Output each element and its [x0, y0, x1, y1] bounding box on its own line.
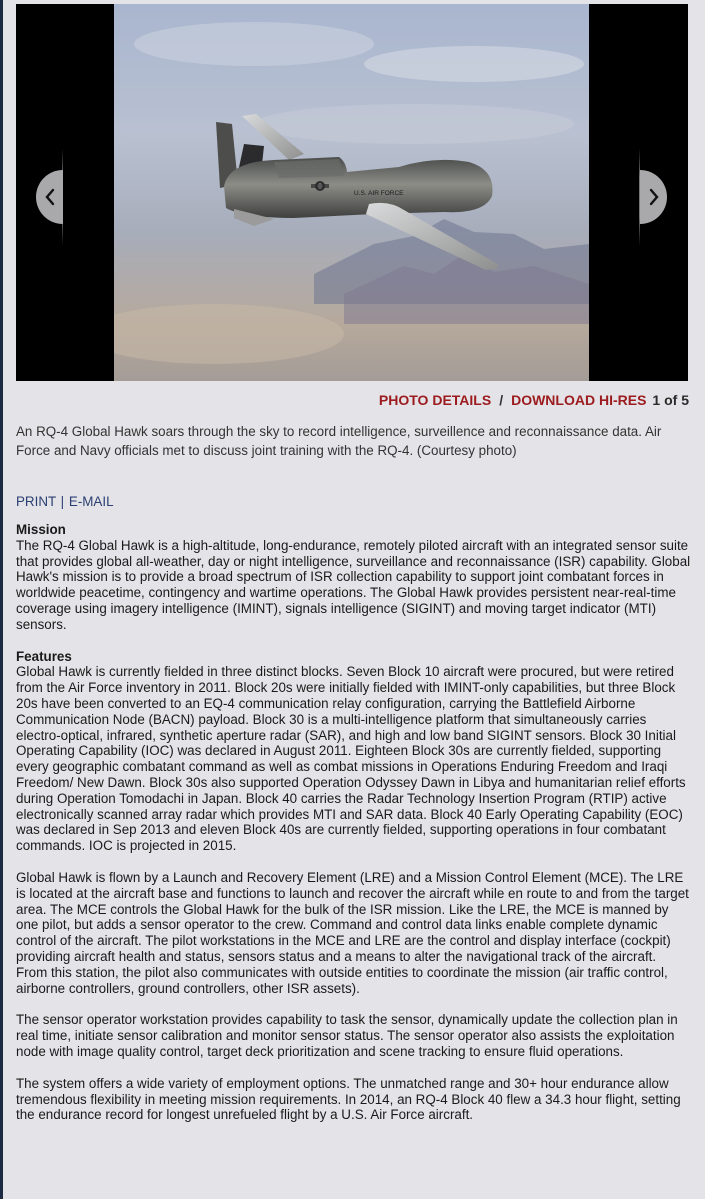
photo-meta-bar [379, 392, 689, 408]
print-link[interactable]: PRINT [16, 494, 56, 509]
aircraft-marking: U.S. AIR FORCE [354, 190, 404, 197]
features-paragraph-2: Global Hawk is flown by a Launch and Recovery Element (LRE) and a Mission Control Element (MCE). The LRE is located at the aircraft base and functions to launch and recover the aircraft while en route to and from the target area. The MCE controls the Global Hawk for the bulk of the ISR mission. Like the LRE, the MCE is manned by one pilot, but adds a sensor operator to the crew. Command and control data links enable complete dynamic control of the aircraft. The pilot workstations in the MCE and LRE are the control and display interface (cockpit) providing aircraft health and status, sensors status and a means to alter the navigational track of the aircraft. From this station, the pilot also communicates with outside entities to coordinate the mission (air traffic control, airborne controllers, ground controllers, other ISR assets). [16, 869, 689, 996]
chevron-right-icon [647, 188, 661, 206]
share-divider: | [60, 494, 65, 509]
photo-carousel [16, 4, 688, 381]
carousel-photo[interactable] [114, 4, 589, 381]
chevron-left-icon [43, 188, 57, 206]
features-paragraph-4: The system offers a wide variety of employment options. The unmatched range and 30+ hour endurance allow tremendous flexibility in meeting mission requirements. In 2014, an RQ-4 Block 40 flew a 34.3 hour flight, setting the endurance record for longest unrefueled flight by a U.S. Air Force aircraft. [16, 1075, 681, 1123]
meta-separator: / [499, 392, 504, 408]
share-links [16, 494, 114, 509]
section-heading-mission: Mission [16, 522, 66, 537]
global-hawk-photo [114, 4, 589, 381]
download-hi-res-link[interactable]: DOWNLOAD HI-RES [511, 392, 647, 408]
features-section [16, 649, 691, 1124]
features-paragraph-3: The sensor operator workstation provides capability to task the sensor, dynamically update the collection plan in real time, initiate sensor calibration and monitor sensor status. The sensor operator also assists the exploitation node with image quality control, target deck prioritization and scene tracking to ensure fluid operations. [16, 1012, 678, 1059]
spacer [16, 854, 691, 870]
features-paragraph-1: Global Hawk is currently fielded in three distinct blocks. Seven Block 10 aircraft were procured, but were retired from the Air Force inventory in 2011. Block 20s were initially fielded with IMINT-only capabilities, but three Block 20s have been converted to an EQ-4 communication relay configuration, carrying the Battlefield Airborne Communication Node (BACN) payload. Block 30 is a multi-intelligence platform that simultaneously carries electro-optical, infrared, synthetic aperture radar (SAR), and high and low band SIGINT sensors. Block 30 Initial Operating Capability (IOC) was declared in August 2011. Eighteen Block 30s are currently fielded, supporting every geographic combatant command as well as combat missions in Operations Enduring Freedom and Iraqi Freedom/ New Dawn. Block 30s also supported Operation Odyssey Dawn in Libya and humanitarian relief efforts during Operation Tomodachi in Japan. Block 40 carries the Radar Technology Insertion Program (RTIP) active electronically scanned array radar which provides MTI and SAR data. Block 40 Early Operating Capability (EOC) was declared in Sep 2013 and eleven Block 40s are currently fielded, supporting operations in four combatant commands. IOC is projected in 2015. [16, 664, 686, 854]
photo-counter: 1 of 5 [652, 392, 689, 408]
section-heading-features: Features [16, 648, 72, 664]
mission-paragraph: The RQ-4 Global Hawk is a high-altitude, long-endurance, remotely piloted aircraft with an integrated sensor suite that provides global all-weather, day or night intelligence, surveillance and reconnaissance (ISR) capability. Global Hawk's mission is to provide a broad spectrum of ISR collection capability to support joint combatant forces in worldwide peacetime, contingency and wartime operations. The Global Hawk provides persistent near-real-time coverage using imagery intelligence (IMINT), signals intelligence (SIGINT) and moving target indicator (MTI) sensors. [16, 537, 691, 632]
page-left-border [0, 0, 3, 1199]
spacer [16, 633, 691, 649]
article-body [16, 522, 691, 1123]
photo-caption: An RQ-4 Global Hawk soars through the sky to record intelligence, surveillence and reconnaissance data. Air Force and Navy officials met to discuss joint training with the RQ-4. (Courtesy photo) [16, 424, 662, 458]
spacer [16, 1060, 691, 1076]
previous-photo-button[interactable] [36, 170, 63, 224]
email-link[interactable]: E-MAIL [68, 494, 114, 509]
spacer [16, 996, 691, 1012]
photo-details-link[interactable]: PHOTO DETAILS [378, 392, 492, 408]
mission-section [16, 522, 691, 633]
next-photo-button[interactable] [640, 170, 667, 224]
